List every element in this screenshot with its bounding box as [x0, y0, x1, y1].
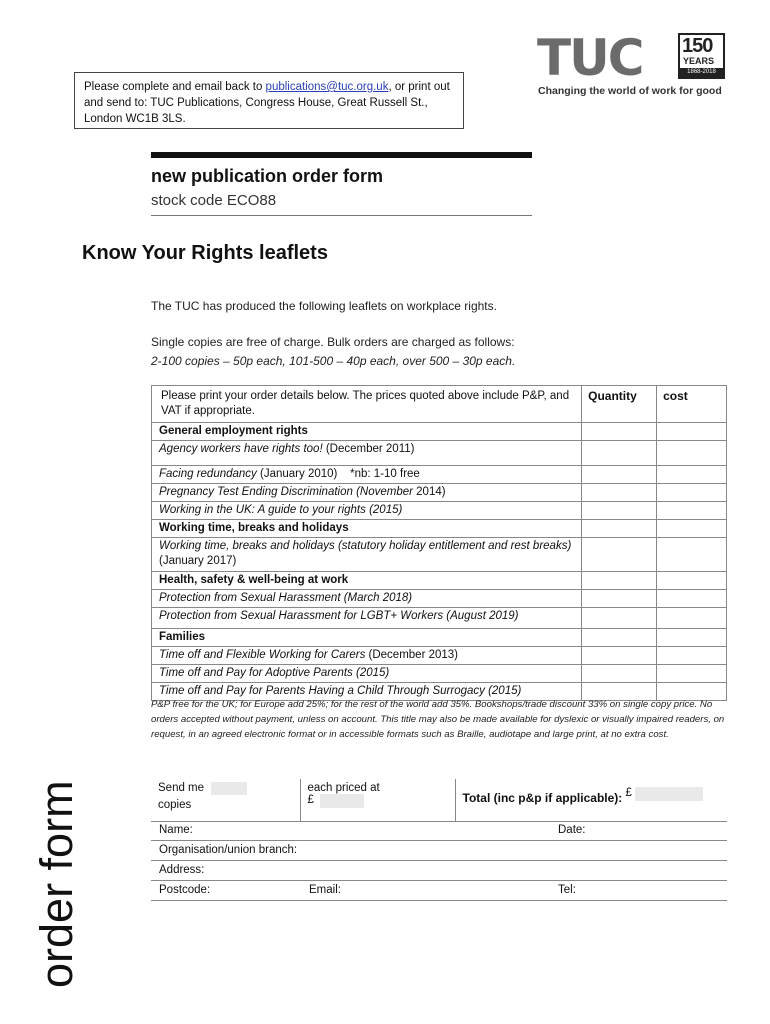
email-label: Email: [309, 884, 341, 896]
leaflet-name: Facing redundancy [159, 468, 257, 480]
leaflet-name: Protection from Sexual Harassment (March 2018) [159, 592, 413, 604]
logo-tagline: Changing the world of work for good [538, 85, 722, 97]
leaflet-name: Agency workers have rights too! [159, 443, 323, 455]
tuc-logo [537, 29, 727, 101]
badge-dates: 1868-2018 [680, 68, 723, 77]
tuc-wordmark: TUC [537, 29, 643, 87]
cost-input[interactable] [657, 608, 727, 629]
quantity-input[interactable] [582, 647, 657, 665]
leaflet-title [152, 502, 582, 520]
send-me-label: Send me [158, 782, 205, 794]
pricing-line: 2-100 copies – 50p each, 101-500 – 40p each, over 500 – 30p each. [151, 354, 516, 368]
leaflet-title [152, 466, 582, 484]
order-summary-row [151, 779, 727, 822]
publications-email-link[interactable]: publications@tuc.org.uk [265, 81, 389, 93]
quantity-cell [582, 629, 657, 647]
postcode-label: Postcode: [159, 884, 211, 896]
total-label: Total (inc p&p if applicable): [462, 791, 623, 805]
order-table [151, 385, 727, 701]
leaflet-row [152, 647, 727, 665]
leaflet-title [152, 608, 582, 629]
leaflet-date: (January 2010) *nb: 1-10 free [256, 468, 420, 480]
organisation-line[interactable] [151, 841, 727, 861]
total-cell [455, 779, 727, 821]
category-label: General employment rights [152, 423, 582, 441]
leaflet-name: Time off and Pay for Adoptive Parents (2015) [159, 667, 390, 679]
leaflet-row [152, 538, 727, 572]
side-label: order form [31, 780, 82, 988]
name-label: Name: [159, 824, 193, 836]
order-instructions: Please print your order details below. The prices quoted above include P&P, and VAT if appropriate. [152, 386, 582, 423]
address-label: Address: [159, 864, 205, 876]
cost-input[interactable] [657, 466, 727, 484]
cost-input[interactable] [657, 590, 727, 608]
leaflet-row [152, 484, 727, 502]
cost-cell [657, 572, 727, 590]
leaflet-row [152, 590, 727, 608]
postal-instructions-box [74, 72, 464, 129]
quantity-input[interactable] [582, 484, 657, 502]
instructions-text-start: Please complete and email back to [84, 81, 266, 93]
category-row [152, 572, 727, 590]
cost-column-header: cost [657, 386, 727, 423]
leaflet-name: Working in the UK: A guide to your rights (2015) [159, 504, 403, 516]
name-date-line[interactable] [151, 821, 727, 841]
badge-number: 150 [682, 35, 713, 57]
quantity-input[interactable] [582, 466, 657, 484]
category-label: Health, safety & well-being at work [152, 572, 582, 590]
cost-input[interactable] [657, 665, 727, 683]
leaflet-name: Pregnancy Test Ending Discrimination (November [159, 486, 413, 498]
leaflet-row [152, 608, 727, 629]
stock-code: stock code ECO88 [151, 192, 277, 209]
leaflet-name: Time off and Pay for Parents Having a Child Through Surrogacy (2015) [159, 685, 522, 697]
leaflet-row [152, 441, 727, 466]
quantity-column-header: Quantity [582, 386, 657, 423]
quantity-input[interactable] [582, 502, 657, 520]
price-currency: £ [307, 794, 314, 806]
quantity-input[interactable] [582, 590, 657, 608]
quantity-cell [582, 520, 657, 538]
date-label: Date: [558, 824, 586, 836]
leaflet-date: (January 2017) [159, 555, 237, 567]
form-title: new publication order form [151, 166, 384, 186]
leaflet-row [152, 466, 727, 484]
copies-count-field[interactable] [211, 782, 247, 795]
cost-input[interactable] [657, 484, 727, 502]
leaflet-name: Time off and Flexible Working for Carers [159, 649, 366, 661]
title-underline [151, 215, 532, 216]
cost-cell [657, 629, 727, 647]
category-label: Families [152, 629, 582, 647]
badge-word: YEARS [683, 56, 715, 66]
quantity-cell [582, 423, 657, 441]
quantity-input[interactable] [582, 538, 657, 572]
send-me-cell [151, 779, 300, 821]
quantity-input[interactable] [582, 441, 657, 466]
tel-label: Tel: [558, 884, 576, 896]
total-currency: £ [625, 787, 632, 799]
order-table-header-row [152, 386, 727, 423]
quantity-input[interactable] [582, 608, 657, 629]
intro-line-2: Single copies are free of charge. Bulk orders are charged as follows: [151, 335, 515, 349]
leaflet-row [152, 502, 727, 520]
cost-cell [657, 423, 727, 441]
postcode-email-tel-line[interactable] [151, 881, 727, 901]
leaflet-title [152, 665, 582, 683]
leaflet-title [152, 538, 582, 572]
leaflet-row [152, 665, 727, 683]
anniversary-badge [678, 33, 725, 79]
leaflet-title [152, 441, 582, 466]
quantity-cell [582, 572, 657, 590]
leaflet-title [152, 647, 582, 665]
address-line[interactable] [151, 861, 727, 881]
quantity-input[interactable] [582, 665, 657, 683]
leaflet-name: Working time, breaks and holidays (statutory holiday entitlement and rest breaks) [159, 540, 572, 552]
category-row [152, 423, 727, 441]
leaflet-date: (December 2011) [322, 443, 415, 455]
leaflet-name: Protection from Sexual Harassment for LGBT+ Workers (August 2019) [159, 610, 519, 622]
cost-input[interactable] [657, 538, 727, 572]
leaflet-title [152, 590, 582, 608]
unit-price-field[interactable] [320, 794, 364, 808]
leaflet-date: (December 2013) [365, 649, 459, 661]
total-amount-field[interactable] [635, 787, 703, 801]
instructions-text-end: , or print out and send to: TUC Publications, Congress House, Great Russell St., London WC1B 3LS. [84, 81, 450, 125]
terms-footnote: P&P free for the UK; for Europe add 25%; for the rest of the world add 35%. Bookshops/trade discount 33% on single copy price. No orders accepted without payment, unless on account. This title may also be made available for dyslexic or visually impaired readers, on request, in an agreed electronic format or in accessible formats such as Braille, audiotape and large print, at no extra cost. [151, 699, 725, 740]
page-heading: Know Your Rights leaflets [82, 242, 328, 264]
cost-cell [657, 520, 727, 538]
title-rule [151, 152, 532, 158]
cost-input[interactable] [657, 502, 727, 520]
intro-line-1: The TUC has produced the following leaflets on workplace rights. [151, 299, 497, 313]
leaflet-title [152, 484, 582, 502]
price-cell [300, 779, 455, 821]
leaflet-date: 2014) [412, 486, 446, 498]
copies-label: copies [158, 799, 192, 811]
category-label: Working time, breaks and holidays [152, 520, 582, 538]
each-priced-label: each priced at [307, 782, 380, 794]
category-row [152, 629, 727, 647]
category-row [152, 520, 727, 538]
cost-input[interactable] [657, 647, 727, 665]
cost-input[interactable] [657, 441, 727, 466]
organisation-label: Organisation/union branch: [159, 844, 298, 856]
